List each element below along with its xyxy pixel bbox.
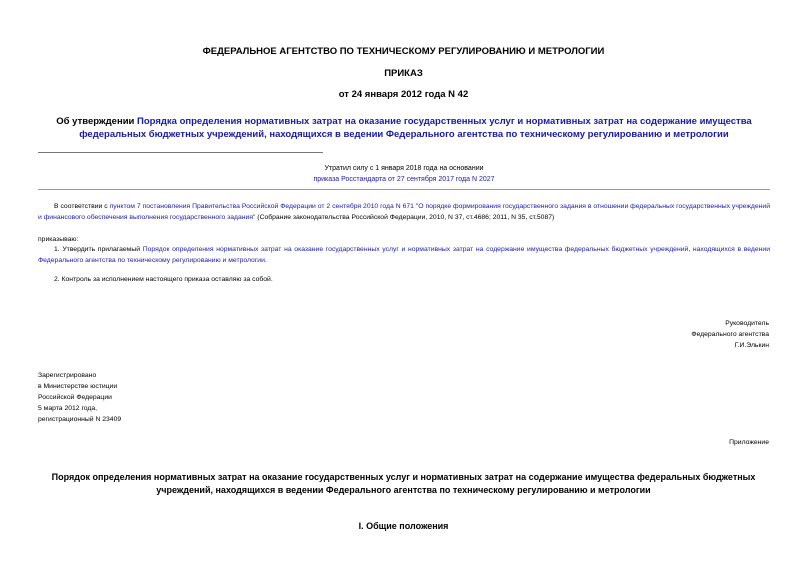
title-prefix: Об утверждении [56,116,138,127]
validity-text: Утратил силу с 1 января 2018 года на основании [324,165,484,172]
preamble-suffix: (Собрание законодательства Российской Федерации, 2010, N 37, ст.4686; 2011, N 35, ст.5087) [255,213,555,221]
signature-line-3: Г.И.Элькин [734,342,769,349]
divider-short [38,152,323,153]
appendix-label: Приложение [729,439,769,446]
registration-line-3: Российской Федерации [38,394,112,401]
registration-line-5: регистрационный N 23409 [38,416,122,423]
doc-type-heading: ПРИКАЗ [384,68,423,79]
divider-full [38,189,770,190]
registration-block [38,370,121,425]
signature-block [691,318,769,351]
registration-line-1: Зарегистрировано [38,372,97,379]
doc-date-number: от 24 января 2012 года N 42 [338,89,469,100]
registration-line-4: 5 марта 2012 года, [38,405,98,412]
preamble-prefix: В соответствии с [54,203,110,210]
order-item-1 [38,245,770,266]
agency-heading: ФЕДЕРАЛЬНОЕ АГЕНТСТВО ПО ТЕХНИЧЕСКОМУ РЕГУЛИРОВАНИЮ И МЕТРОЛОГИИ [202,46,605,57]
validity-link[interactable]: приказа Росстандарта от 27 сентября 2017 года N 2027 [313,176,495,183]
document-title [38,115,770,141]
signature-line-2: Федерального агентства [691,331,769,338]
preamble-link[interactable]: пунктом 7 постановления Правительства Российской Федерации от 2 сентября 2010 года N 671 "О порядке формирования государственного задания в отношении федеральных государственных учреждений и финансового обеспечения выполнения государственного задания" [38,203,770,221]
preamble-paragraph [38,202,770,223]
validity-note [38,163,770,185]
item1-prefix: 1. Утвердить прилагаемый [54,246,143,253]
item1-link[interactable]: Порядок определения нормативных затрат на оказание государственных услуг и нормативных затрат на содержание имущества федеральных бюджетных учреждений, находящихся в ведении Федерального агентства по техническому регулированию и метрологии [38,246,771,264]
order-word: приказываю: [38,236,79,243]
section-heading: I. Общие положения [358,521,449,531]
appendix-title: Порядок определения нормативных затрат на оказание государственных услуг и нормативных затрат на содержание имущества федеральных бюджетных учреждений, находящихся в ведении Федерального агентства по техническому регулированию и метрологии [51,472,756,495]
title-link[interactable]: Порядка определения нормативных затрат на оказание государственных услуг и нормативных затрат на содержание имущества федеральных бюджетных учреждений, находящихся в ведении Федерального агентства по техническому регулированию и метрологии [79,116,752,140]
item1-suffix: . [264,256,267,264]
signature-line-1: Руководитель [725,320,769,327]
registration-line-2: в Министерстве юстиции [38,383,118,390]
order-item-2: 2. Контроль за исполнением настоящего приказа оставляю за собой. [54,276,273,283]
